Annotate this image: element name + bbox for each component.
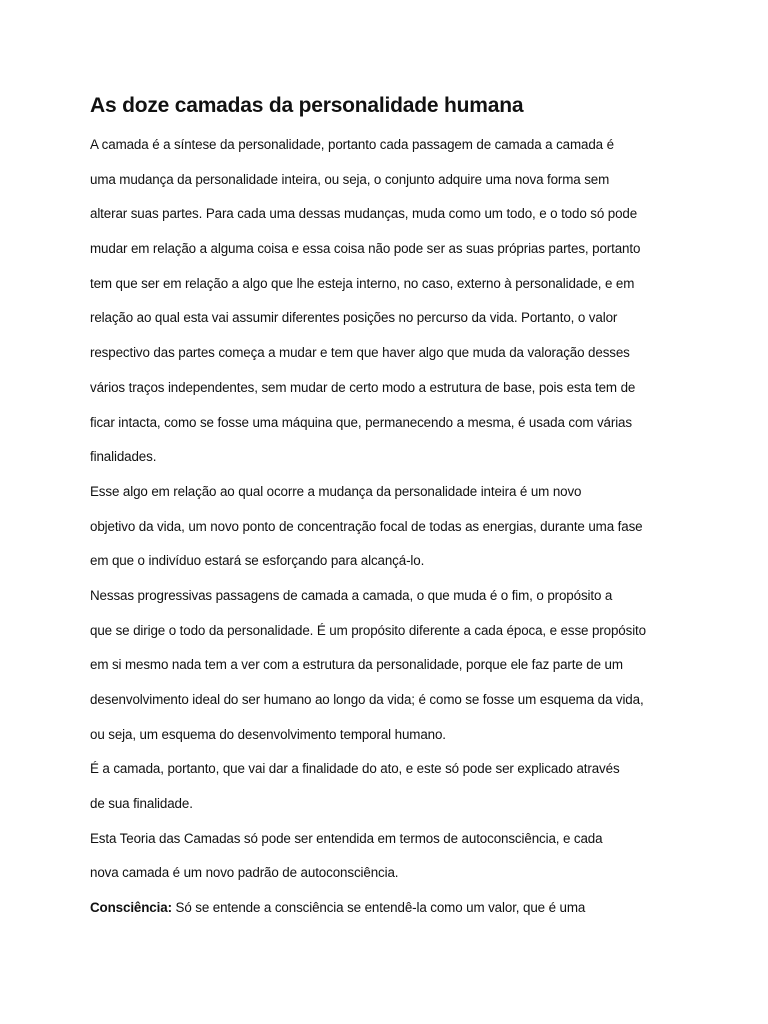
body-line: vários traços independentes, sem mudar de certo modo a estrutura de base, pois esta tem de (90, 379, 636, 395)
body-line: de sua finalidade. (90, 796, 193, 812)
body-line-consciencia (90, 895, 680, 930)
consciencia-label: Consciência: (90, 900, 172, 916)
body-line: objetivo da vida, um novo ponto de concentração focal de todas as energias, durante uma fase (90, 518, 643, 534)
body-line: finalidades. (90, 449, 157, 465)
consciencia-text: Só se entende a consciência se entendê-la como um valor, que é uma (171, 900, 586, 916)
body-line: respectivo das partes começa a mudar e tem que haver algo que muda da valoração desses (90, 345, 630, 361)
body-line: Nessas progressivas passagens de camada a camada, o que muda é o fim, o propósito a (90, 587, 613, 603)
body-line: em si mesmo nada tem a ver com a estrutura da personalidade, porque ele faz parte de um (90, 657, 623, 673)
document-title: As doze camadas da personalidade humana (90, 94, 524, 117)
body-line: Esta Teoria das Camadas só pode ser entendida em termos de autoconsciência, e cada (90, 830, 603, 846)
body-line: uma mudança da personalidade inteira, ou seja, o conjunto adquire uma nova forma sem (90, 171, 610, 187)
body-line: tem que ser em relação a algo que lhe esteja interno, no caso, externo à personalidade, e em (90, 275, 635, 291)
body-line: ou seja, um esquema do desenvolvimento temporal humano. (90, 726, 446, 742)
body-line: ficar intacta, como se fosse uma máquina que, permanecendo a mesma, é usada com várias (90, 414, 632, 430)
body-line: desenvolvimento ideal do ser humano ao longo da vida; é como se fosse um esquema da vida, (90, 692, 644, 707)
body-line: É a camada, portanto, que vai dar a finalidade do ato, e este só pode ser explicado através (90, 761, 620, 777)
document-body (90, 132, 680, 930)
body-line: nova camada é um novo padrão de autoconsciência. (90, 865, 399, 881)
body-line: em que o indivíduo estará se esforçando para alcançá-lo. (90, 553, 425, 569)
body-line: A camada é a síntese da personalidade, portanto cada passagem de camada a camada é (90, 137, 614, 152)
body-line: alterar suas partes. Para cada uma dessas mudanças, muda como um todo, e o todo só pode (90, 206, 638, 222)
body-line: Esse algo em relação ao qual ocorre a mudança da personalidade inteira é um novo (90, 483, 582, 499)
body-line: que se dirige o todo da personalidade. É um propósito diferente a cada época, e esse propósito (90, 622, 646, 638)
body-line: mudar em relação a alguma coisa e essa coisa não pode ser as suas próprias partes, portanto (90, 241, 641, 257)
body-line: relação ao qual esta vai assumir diferentes posições no percurso da vida. Portanto, o valor (90, 310, 618, 326)
